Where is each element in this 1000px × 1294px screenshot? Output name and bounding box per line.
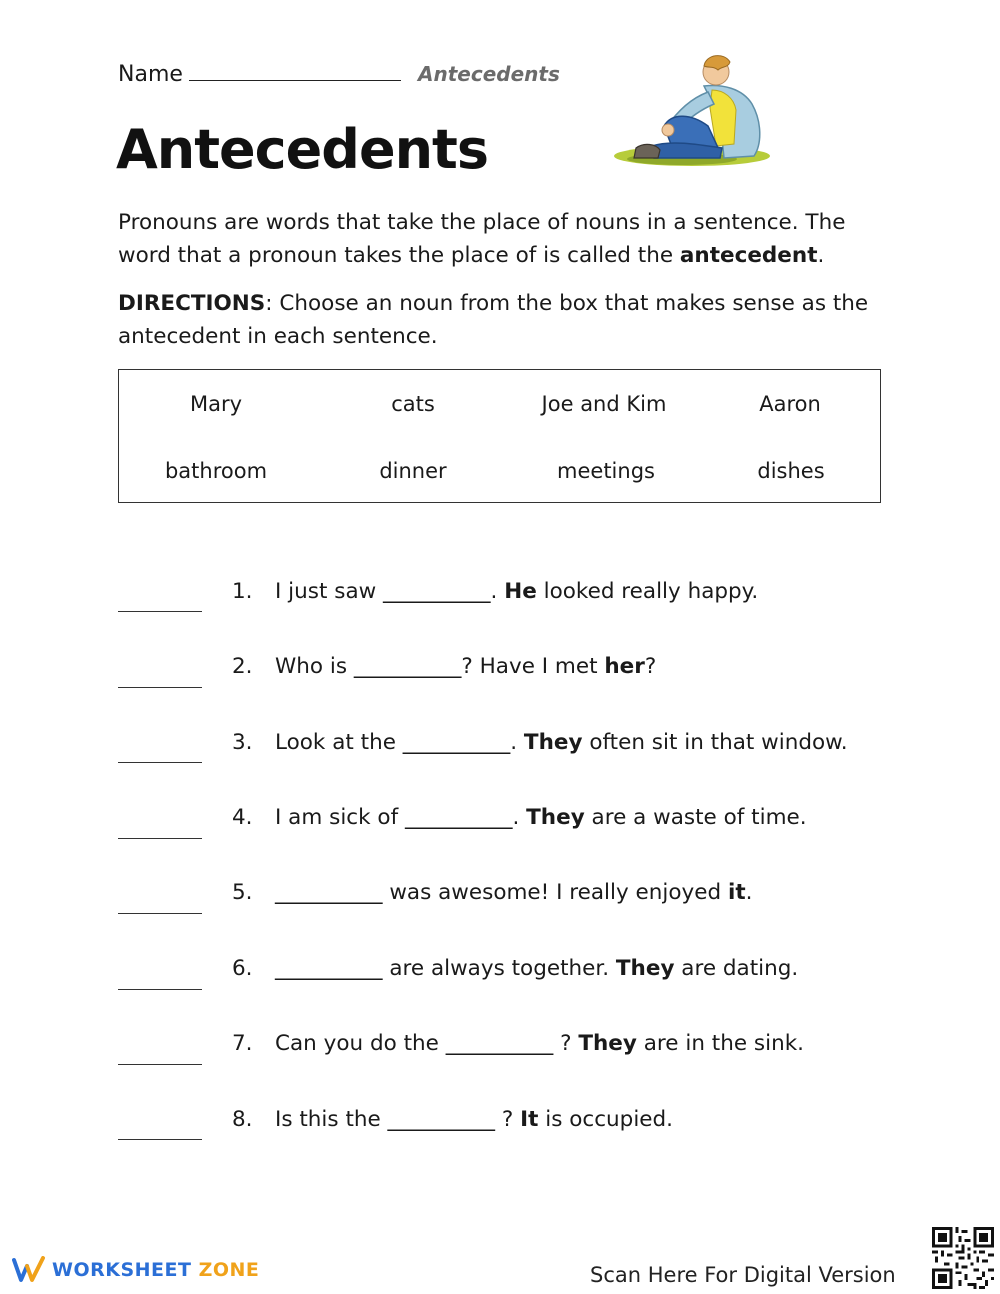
question-text xyxy=(275,730,848,755)
page-title: Antecedents xyxy=(116,118,488,181)
logo-text xyxy=(52,1259,259,1281)
answer-blank[interactable] xyxy=(118,1139,202,1140)
question-post: are in the sink. xyxy=(636,1031,804,1056)
name-line xyxy=(189,60,401,81)
intro-end: . xyxy=(817,243,825,268)
question-pronoun: it xyxy=(727,880,746,905)
name-row xyxy=(118,60,401,87)
word-item: Mary xyxy=(189,392,243,416)
logo-w-icon xyxy=(12,1256,46,1284)
question-number: 7. xyxy=(232,1031,253,1056)
question-number: 4. xyxy=(232,805,253,830)
word-item: Joe and Kim xyxy=(541,392,667,416)
question-number: 5. xyxy=(232,880,253,905)
word-item: meetings xyxy=(557,459,655,483)
question-number: 1. xyxy=(232,579,253,604)
worksheet-zone-logo[interactable] xyxy=(12,1256,259,1284)
word-box xyxy=(118,369,881,503)
answer-blank[interactable] xyxy=(118,989,202,990)
word-item: cats xyxy=(391,392,435,416)
question-post: is occupied. xyxy=(538,1107,674,1132)
intro-bold-term: antecedent xyxy=(679,243,818,268)
question-pre: Look at the __________. xyxy=(275,730,524,755)
directions-paragraph xyxy=(118,287,878,353)
question-text xyxy=(275,956,798,981)
word-item: Aaron xyxy=(759,392,821,416)
subject-label: Antecedents xyxy=(418,62,560,86)
question-pre: Who is __________? Have I met xyxy=(275,654,605,679)
word-item: dinner xyxy=(379,459,447,483)
question-pronoun: They xyxy=(578,1031,637,1056)
question-pre: Can you do the __________ ? xyxy=(275,1031,579,1056)
question-pre: Is this the __________ ? xyxy=(275,1107,521,1132)
question-post: often sit in that window. xyxy=(582,730,848,755)
boy-sitting-illustration xyxy=(612,48,777,170)
question-pronoun: her xyxy=(604,654,645,679)
directions-text: : Choose an noun from the box that makes sense as the antecedent in each sentence. xyxy=(118,291,869,349)
word-item: bathroom xyxy=(164,459,268,483)
question-text xyxy=(275,579,758,604)
question-pronoun: He xyxy=(504,579,537,604)
question-text xyxy=(275,880,752,905)
question-text xyxy=(275,1031,804,1056)
question-post: are a waste of time. xyxy=(584,805,807,830)
question-pronoun: They xyxy=(615,956,675,981)
name-label: Name xyxy=(118,62,183,87)
question-number: 2. xyxy=(232,654,253,679)
intro-text: Pronouns are words that take the place of nouns in a sentence. The word that a pronoun takes the place of is called the xyxy=(118,210,846,268)
question-pre: I am sick of __________. xyxy=(275,805,527,830)
logo-text-zone: ZONE xyxy=(198,1259,260,1281)
question-pronoun: They xyxy=(526,805,585,830)
question-number: 8. xyxy=(232,1107,253,1132)
question-post: ? xyxy=(644,654,657,679)
answer-blank[interactable] xyxy=(118,913,202,914)
answer-blank[interactable] xyxy=(118,762,202,763)
question-number: 3. xyxy=(232,730,253,755)
answer-blank[interactable] xyxy=(118,1064,202,1065)
question-pre: I just saw __________. xyxy=(275,579,505,604)
answer-blank[interactable] xyxy=(118,611,202,612)
question-text xyxy=(275,654,656,679)
question-pronoun: It xyxy=(520,1107,539,1132)
question-post: are dating. xyxy=(674,956,799,981)
question-text xyxy=(275,805,807,830)
question-pre: __________ was awesome! I really enjoyed xyxy=(275,880,728,905)
logo-text-worksheet: WORKSHEET xyxy=(52,1259,192,1281)
question-post: looked really happy. xyxy=(536,579,759,604)
word-item: dishes xyxy=(757,459,825,483)
question-number: 6. xyxy=(232,956,253,981)
question-text xyxy=(275,1107,673,1132)
qr-code-icon[interactable] xyxy=(932,1227,994,1289)
intro-paragraph xyxy=(118,206,878,272)
answer-blank[interactable] xyxy=(118,687,202,688)
directions-label: DIRECTIONS xyxy=(118,291,266,316)
answer-blank[interactable] xyxy=(118,838,202,839)
question-pre: __________ are always together. xyxy=(275,956,616,981)
scan-caption: Scan Here For Digital Version xyxy=(590,1263,896,1287)
question-post: . xyxy=(745,880,753,905)
question-pronoun: They xyxy=(523,730,583,755)
